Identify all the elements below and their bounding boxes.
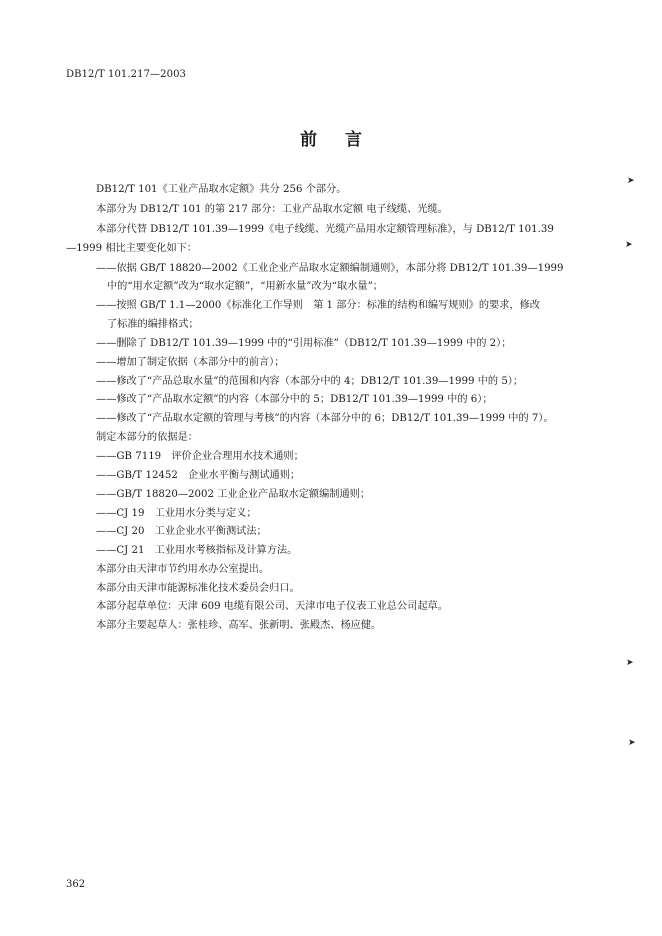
text-line: ——修改了“产品取水定额”的内容（本部分中的 5；DB12/T 101.39—1999 中的 6）；: [96, 394, 493, 405]
text-line: ——GB/T 18820—2002 工业企业产品取水定额编制通则；: [96, 489, 371, 500]
text-line: 本部分起草单位：天津 609 电缆有限公司、天津市电子仪表工业总公司起草。: [96, 601, 448, 612]
text-line: 了标准的编排格式；: [107, 319, 199, 330]
text-line: 本部分主要起草人：张桂珍、高军、张新明、张殿杰、杨应健。: [96, 620, 382, 631]
text-line: 中的“用水定额”改为“取水定额”，“用新水量”改为“取水量”；: [107, 281, 383, 292]
text-line: 制定本部分的依据是：: [96, 432, 198, 443]
text-line: 本部分为 DB12/T 101 的第 217 部分：工业产品取水定额 电子线缆、光缆。: [96, 204, 448, 215]
text-line: ——增加了制定依据（本部分中的前言）；: [96, 357, 285, 368]
text-line: —1999 相比主要变化如下：: [66, 243, 198, 254]
scan-mark: ➤: [625, 240, 633, 250]
text-line: ——GB/T 12452 企业水平衡与测试通则；: [96, 470, 301, 481]
text-line: ——按照 GB/T 1.1—2000《标准化工作导则 第 1 部分：标准的结构和编写规则》的要求，修改: [96, 300, 540, 311]
text-line: ——CJ 21 工业用水考核指标及计算方法。: [96, 545, 298, 556]
text-line: 本部分由天津市节约用水办公室提出。: [96, 564, 270, 575]
text-line: ——修改了“产品取水定额的管理与考核”的内容（本部分中的 6；DB12/T 101.39—1999 中的 7）。: [96, 413, 554, 424]
text-line: ——依据 GB/T 18820—2002《工业企业产品取水定额编制通则》，本部分将 DB12/T 101.39—1999: [96, 263, 564, 274]
text-line: ——GB 7119 评价企业合理用水技术通则；: [96, 451, 304, 462]
text-line: ——修改了“产品总取水量”的范围和内容（本部分中的 4；DB12/T 101.39—1999 中的 5）；: [96, 376, 524, 387]
scan-mark: ➤: [626, 658, 634, 668]
text-line: 本部分代替 DB12/T 101.39—1999《电子线缆、光缆产品用水定额管理标准》，与 DB12/T 101.39: [96, 224, 554, 235]
scan-mark: ➤: [628, 738, 636, 748]
text-line: ——CJ 20 工业企业水平衡测试法；: [96, 526, 267, 537]
document-code: DB12/T 101.217—2003: [66, 69, 187, 80]
text-line: ——删除了 DB12/T 101.39—1999 中的“引用标准”（DB12/T 101.39—1999 中的 2）；: [96, 338, 512, 349]
scan-mark: ➤: [627, 176, 635, 186]
text-line: ——CJ 19 工业用水分类与定义；: [96, 508, 257, 519]
page-number: 362: [66, 879, 86, 890]
text-line: 本部分由天津市能源标准化技术委员会归口。: [96, 583, 300, 594]
text-line: DB12/T 101《工业产品取水定额》共分 256 个部分。: [96, 184, 347, 195]
page-title: 前言: [300, 130, 390, 150]
